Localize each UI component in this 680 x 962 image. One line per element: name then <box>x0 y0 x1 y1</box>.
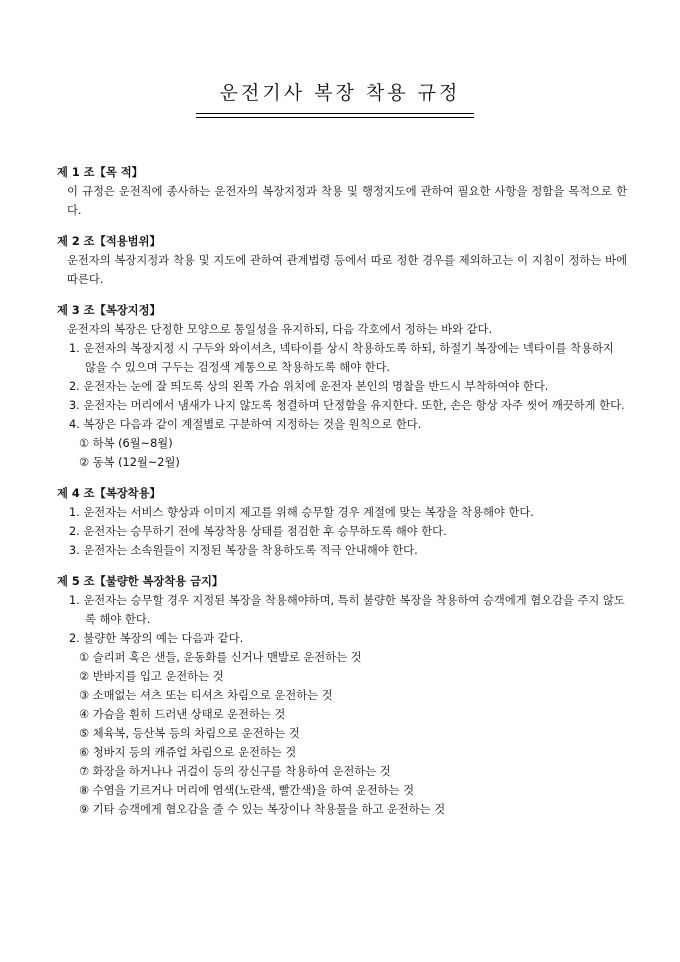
sub-list-item: ⑥ 청바지 등의 캐쥬얼 차림으로 운전하는 것 <box>79 746 297 759</box>
article-3 <box>57 301 627 472</box>
sub-list-item: ④ 가슴을 훤히 드러낸 상태로 운전하는 것 <box>79 708 286 721</box>
sub-list-item: ② 반바지를 입고 운전하는 것 <box>79 670 224 683</box>
sub-list-item: ⑤ 체육복, 등산복 등의 차림으로 운전하는 것 <box>79 727 300 740</box>
list-item: 1. 운전자의 복장지정 시 구두와 와이셔츠, 넥타이를 상시 착용하도록 하되, 하절기 복장에는 넥타이를 착용하지 않을 수 있으며 구두는 검정색 계통으로 착용하도록 해야 한다. <box>69 342 614 374</box>
article-1 <box>57 163 627 220</box>
sub-list-item: ⑦ 화장을 하거나나 귀걸이 등의 장신구를 착용하여 운전하는 것 <box>79 765 391 778</box>
document-title: 운전기사 복장 착용 규정 <box>219 82 461 104</box>
title-underline-bottom <box>196 117 474 118</box>
sub-list-item: ⑨ 기타 승객에게 혐오감을 줄 수 있는 복장이나 착용물을 하고 운전하는 것 <box>79 803 446 816</box>
title-block <box>0 80 680 110</box>
sub-list-item: ⑧ 수염을 기르거나 머리에 염색(노란색, 빨간색)을 하여 운전하는 것 <box>79 784 414 797</box>
list-item: 1. 운전자는 서비스 향상과 이미지 제고를 위해 승무할 경우 계절에 맞는 복장을 착용해야 한다. <box>69 506 534 519</box>
document-body <box>57 163 627 831</box>
list-item: 3. 운전자는 소속원들이 지정된 복장을 착용하도록 적극 안내해야 한다. <box>69 544 418 557</box>
sub-list-item: ① 하복 (6월~8월) <box>79 437 173 450</box>
article-paragraph: 운전자의 복장지정과 착용 및 지도에 관하여 관계법령 등에서 따로 정한 경우를 제외하고는 이 지침이 정하는 바에 따른다. <box>67 254 627 286</box>
list-item: 2. 운전자는 승무하기 전에 복장착용 상태를 점검한 후 승무하도록 해야 한다. <box>69 525 447 538</box>
list-item: 3. 운전자는 머리에서 냄새가 나지 않도록 청결하며 단정함을 유지한다. 또한, 손은 항상 자주 씻어 깨끗하게 한다. <box>69 399 625 412</box>
sub-list-item: ① 슬리퍼 혹은 샌들, 운동화를 신거나 맨발로 운전하는 것 <box>79 651 362 664</box>
list-item: 1. 운전자는 승무할 경우 지정된 복장을 착용해야하며, 특히 불량한 복장을 착용하여 승객에게 혐오감을 주지 않도록 해야 한다. <box>69 594 625 626</box>
list-item: 4. 복장은 다음과 같이 계절별로 구분하여 지정하는 것을 원칙으로 한다. <box>69 418 422 431</box>
article-heading: 제 1 조【목 적】 <box>57 166 143 179</box>
list-item: 2. 운전자는 눈에 잘 띄도록 상의 왼쪽 가슴 위치에 운전자 본인의 명찰을 반드시 부착하여야 한다. <box>69 380 549 393</box>
article-paragraph: 운전자의 복장은 단정한 모양으로 통일성을 유지하되, 다음 각호에서 정하는 바와 같다. <box>67 323 493 336</box>
sub-list-item: ③ 소매없는 셔츠 또는 티셔츠 차림으로 운전하는 것 <box>79 689 333 702</box>
article-heading: 제 2 조【적용범위】 <box>57 235 161 248</box>
article-2 <box>57 232 627 289</box>
list-item: 2. 불량한 복장의 예는 다음과 같다. <box>69 632 244 645</box>
title-underline-top <box>196 113 474 114</box>
article-heading: 제 4 조【복장착용】 <box>57 487 161 500</box>
article-heading: 제 5 조【불량한 복장착용 금지】 <box>57 575 224 588</box>
article-4 <box>57 484 627 560</box>
article-5 <box>57 572 627 819</box>
article-heading: 제 3 조【복장지정】 <box>57 304 161 317</box>
article-paragraph: 이 규정은 운전직에 종사하는 운전자의 복장지정과 착용 및 행정지도에 관하여 필요한 사항을 정함을 목적으로 한다. <box>67 185 627 217</box>
sub-list-item: ② 동복 (12월~2월) <box>79 456 180 469</box>
